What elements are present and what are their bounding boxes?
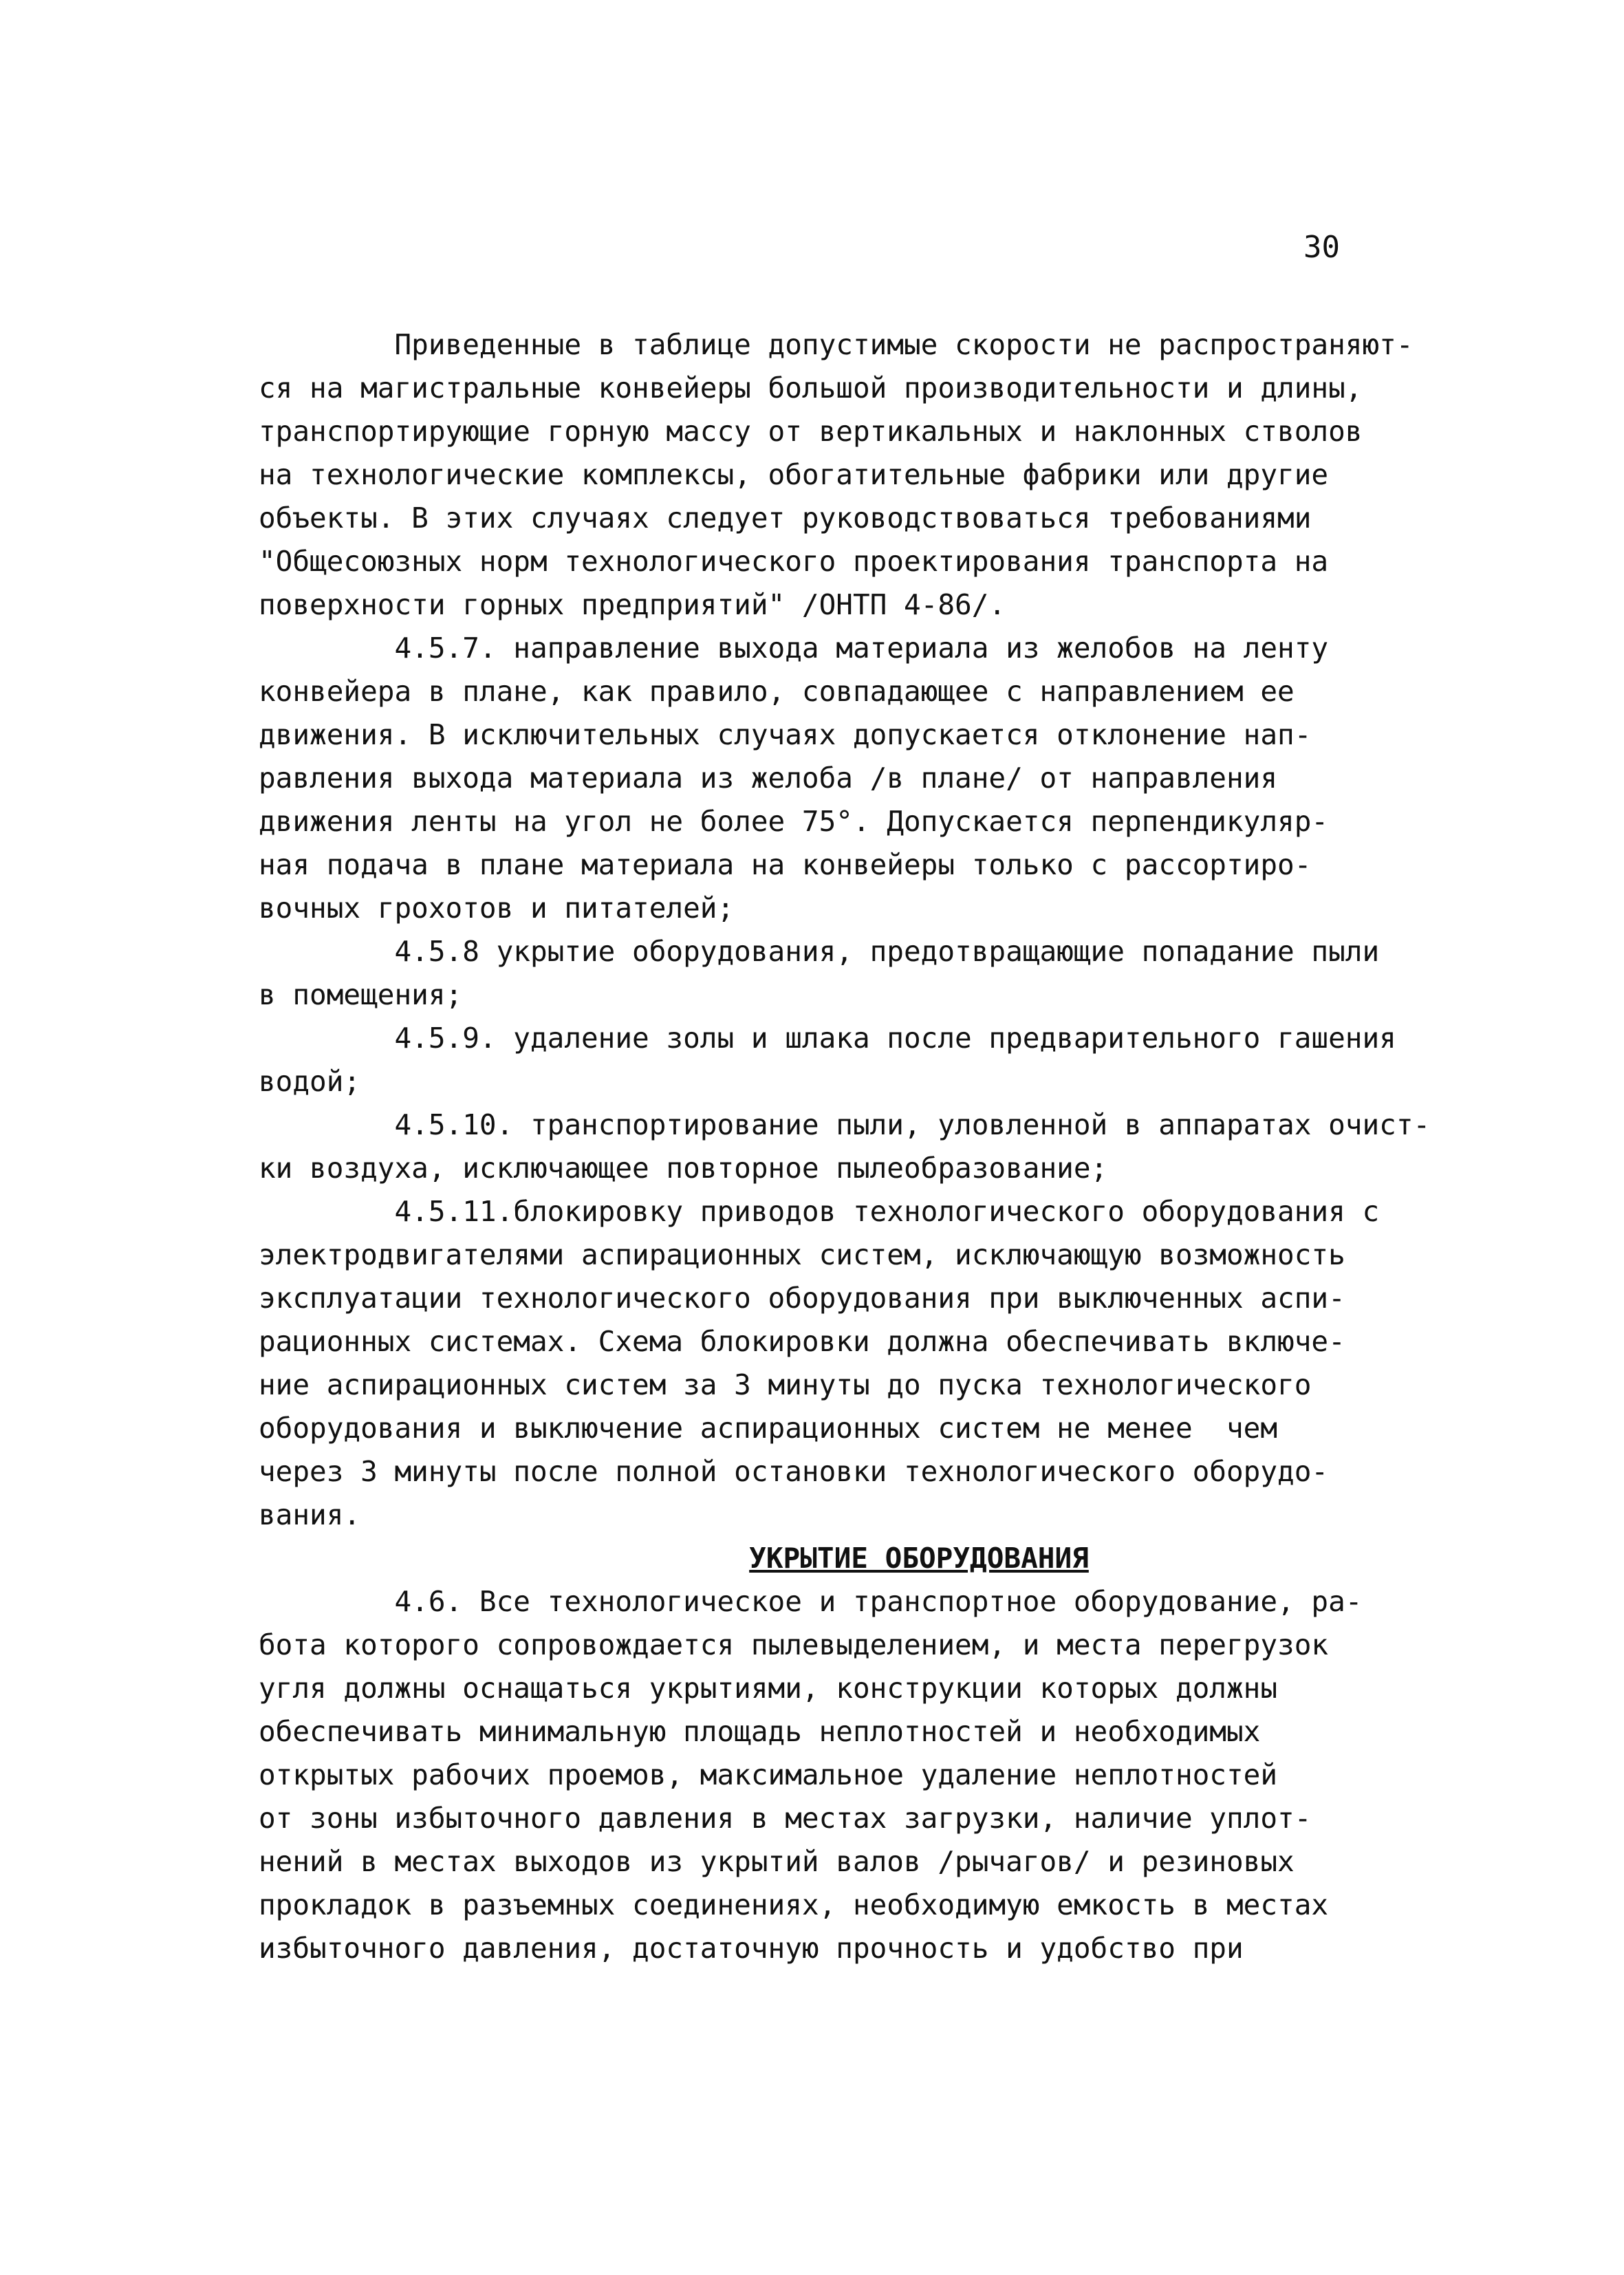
text-line: угля должны оснащаться укрытиями, конструкции которых должны bbox=[259, 1672, 1278, 1705]
text-line: 4.5.11.блокировку приводов технологического оборудования с bbox=[259, 1195, 1380, 1228]
text-line: ки воздуха, исключающее повторное пылеобразование; bbox=[259, 1152, 1108, 1185]
text-line: Приведенные в таблице допустимые скорости не распространяют- bbox=[259, 328, 1414, 361]
text-line: транспортирующие горную массу от вертикальных и наклонных стволов bbox=[259, 415, 1363, 448]
text-line: электродвигателями аспирационных систем, исключающую возможность bbox=[259, 1238, 1345, 1271]
text-line: от зоны избыточного давления в местах загрузки, наличие уплот- bbox=[259, 1802, 1312, 1835]
text-line: 4.5.9. удаление золы и шлака после предварительного гашения bbox=[259, 1022, 1396, 1055]
text-line: вочных грохотов и питателей; bbox=[259, 892, 735, 925]
text-line: ние аспирационных систем за 3 минуты до пуска технологического bbox=[259, 1368, 1312, 1401]
text-line: ная подача в плане материала на конвейеры только с рассортиро- bbox=[259, 848, 1312, 881]
text-line: через 3 минуты после полной остановки технологического оборудо- bbox=[259, 1455, 1329, 1488]
text-line: 4.5.10. транспортирование пыли, уловленной в аппаратах очист- bbox=[259, 1108, 1431, 1141]
text-line: водой; bbox=[259, 1065, 361, 1098]
text-line: бота которого сопровождается пылевыделением, и места перегрузок bbox=[259, 1628, 1329, 1661]
text-line: 4.5.7. направление выхода материала из желобов на ленту bbox=[259, 632, 1329, 665]
text-line: объекты. В этих случаях следует руководствоваться требованиями bbox=[259, 502, 1312, 535]
document-body bbox=[259, 323, 1431, 1970]
text-line: рационных системах. Схема блокировки должна обеспечивать включе- bbox=[259, 1325, 1345, 1358]
text-line: равления выхода материала из желоба /в плане/ от направления bbox=[259, 762, 1278, 795]
text-line: движения ленты на угол не более 75°. Допускается перпендикуляр- bbox=[259, 805, 1329, 838]
text-line: движения. В исключительных случаях допускается отклонение нап- bbox=[259, 718, 1312, 751]
text-line: прокладок в разъемных соединениях, необходимую емкость в местах bbox=[259, 1888, 1329, 1921]
text-line: обеспечивать минимальную площадь неплотностей и необходимых bbox=[259, 1715, 1261, 1748]
text-line: избыточного давления, достаточную прочность и удобство при bbox=[259, 1932, 1244, 1965]
text-line: в помещения; bbox=[259, 978, 463, 1011]
text-line: нений в местах выходов из укрытий валов /рычагов/ и резиновых bbox=[259, 1845, 1295, 1878]
text-line: 4.5.8 укрытие оборудования, предотвращающие попадание пыли bbox=[259, 935, 1380, 968]
page-number: 30 bbox=[1303, 230, 1340, 265]
text-line: на технологические комплексы, обогатительные фабрики или другие bbox=[259, 458, 1329, 491]
text-line: "Общесоюзных норм технологического проектирования транспорта на bbox=[259, 545, 1329, 578]
text-line: открытых рабочих проемов, максимальное удаление неплотностей bbox=[259, 1758, 1278, 1791]
text-line: конвейера в плане, как правило, совпадающее с направлением ее bbox=[259, 675, 1295, 708]
section-heading: УКРЫТИЕ ОБОРУДОВАНИЯ bbox=[749, 1542, 1089, 1575]
text-line: эксплуатации технологического оборудования при выключенных аспи- bbox=[259, 1282, 1345, 1315]
text-line: поверхности горных предприятий" /ОНТП 4-86/. bbox=[259, 588, 1006, 621]
text-line: вания. bbox=[259, 1498, 361, 1531]
text-line: 4.6. Все технологическое и транспортное оборудование, ра- bbox=[259, 1585, 1363, 1618]
text-line: оборудования и выключение аспирационных систем не менее чем bbox=[259, 1412, 1278, 1445]
text-line: ся на магистральные конвейеры большой производительности и длины, bbox=[259, 371, 1363, 405]
